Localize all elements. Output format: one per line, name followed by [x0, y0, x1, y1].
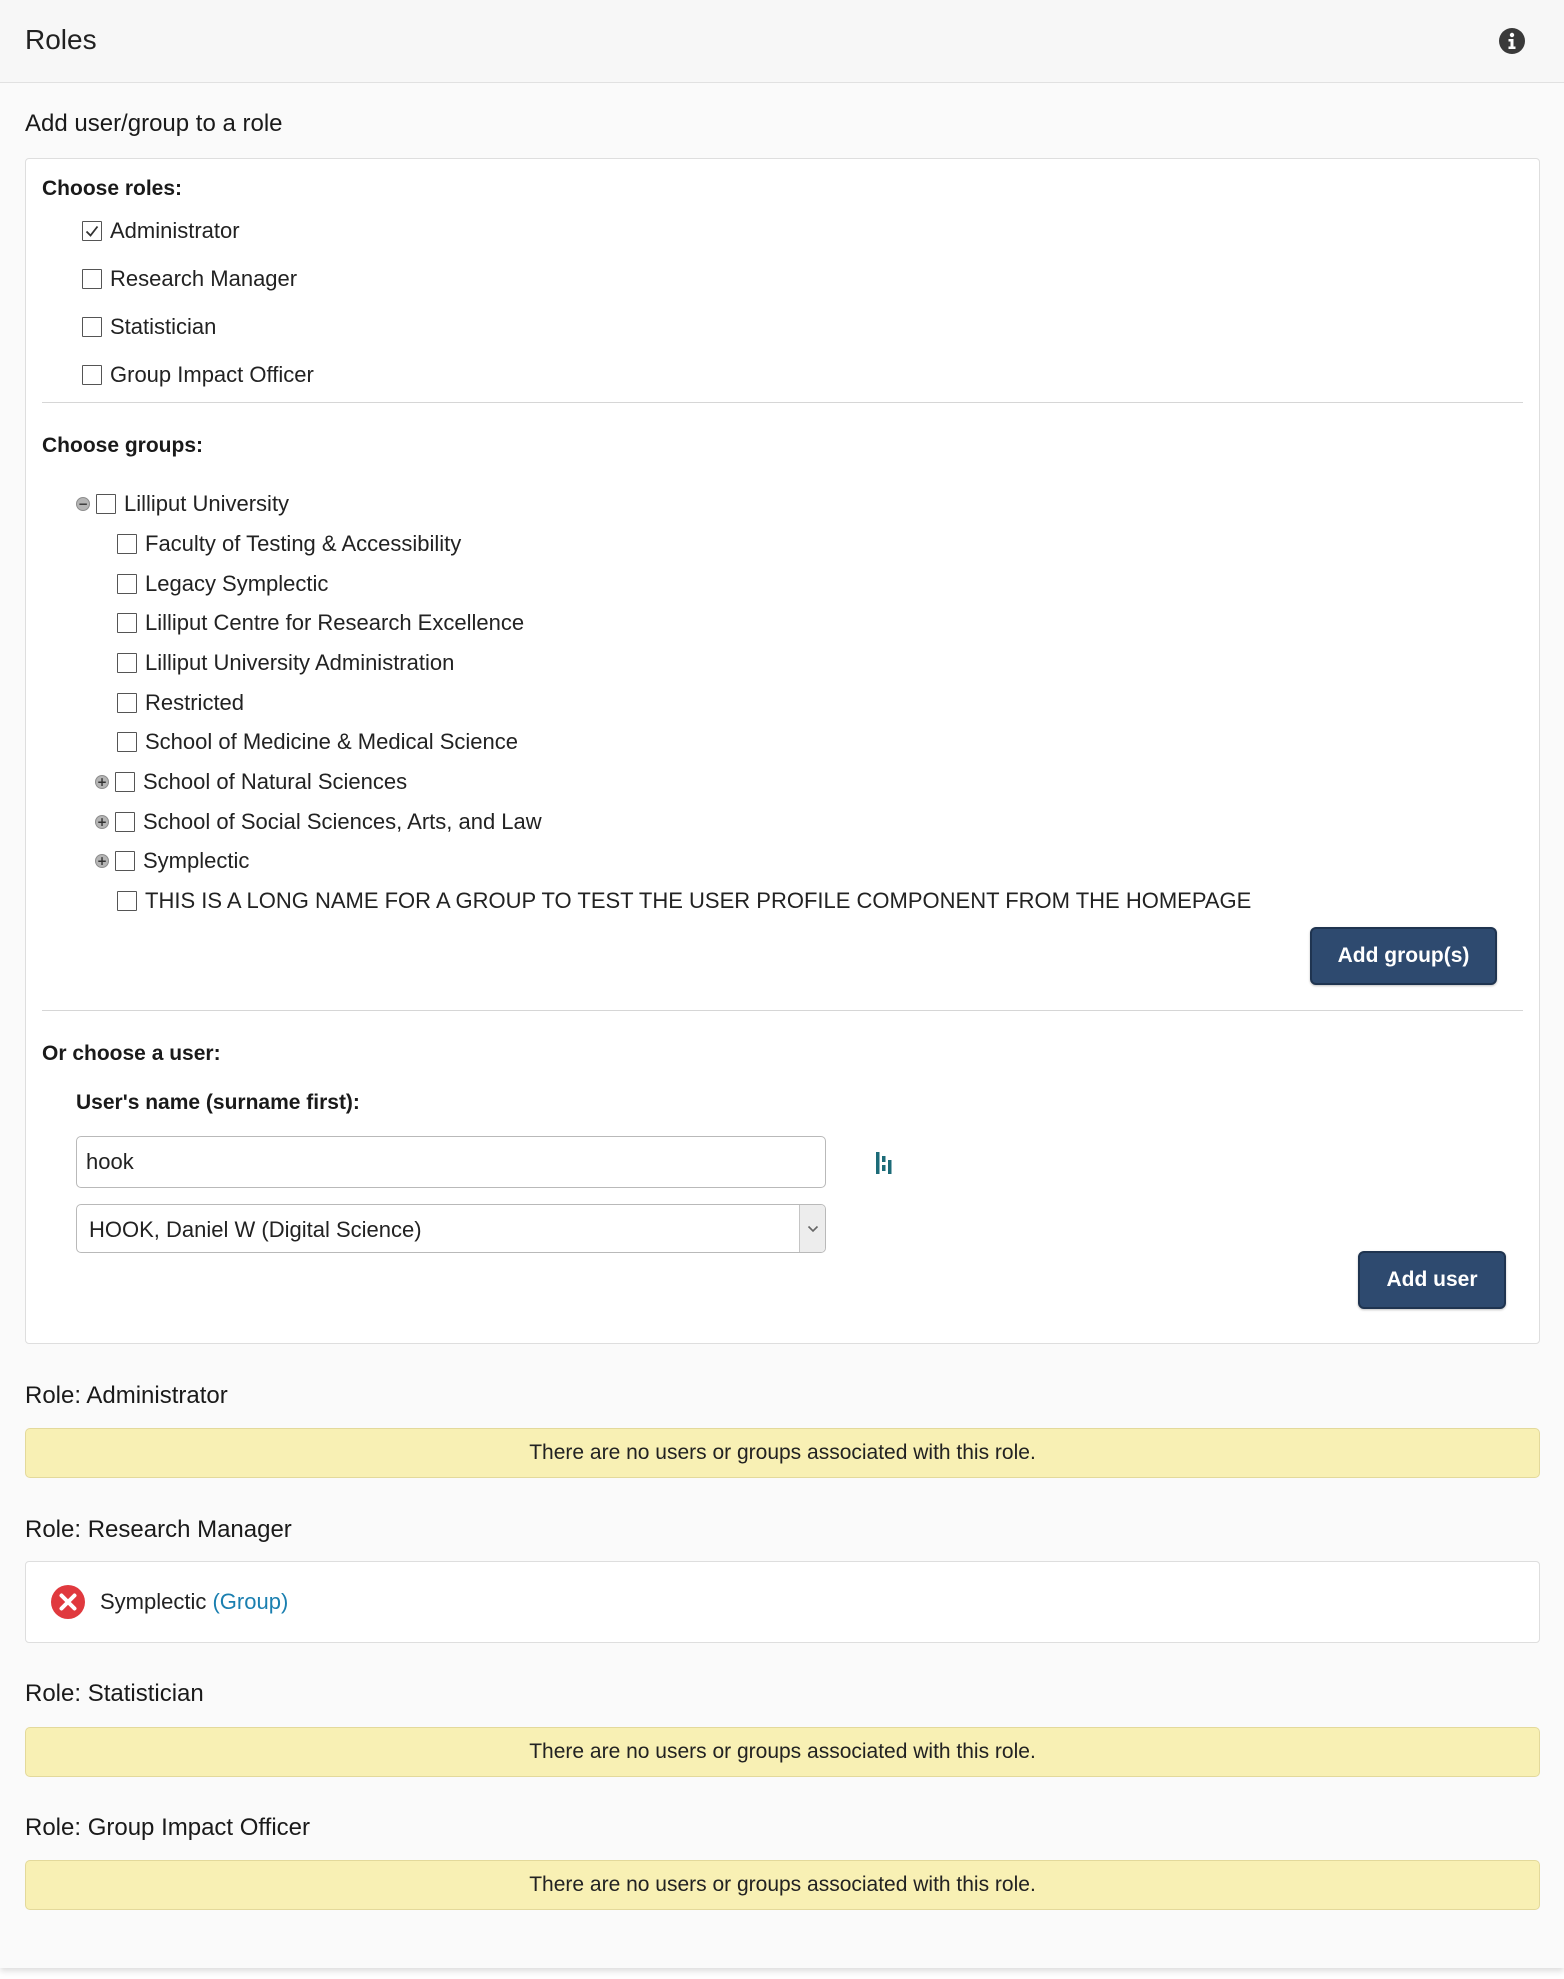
group-label: Restricted: [145, 690, 245, 715]
collapse-icon[interactable]: −: [77, 497, 89, 511]
empty-role-notice: There are no users or groups associated with this role.: [25, 1860, 1540, 1910]
user-name-label: User's name (surname first):: [76, 1091, 360, 1114]
role-checkbox-administrator[interactable]: [82, 221, 102, 241]
group-checkbox[interactable]: [117, 653, 137, 673]
add-groups-button[interactable]: Add group(s): [1310, 927, 1497, 985]
group-checkbox[interactable]: [117, 613, 137, 633]
group-checkbox[interactable]: [115, 812, 135, 832]
role-option-statistician[interactable]: [82, 313, 216, 341]
role-label: Group Impact Officer: [110, 362, 314, 387]
choose-groups-label: Choose groups:: [42, 434, 203, 457]
role-option-group-impact-officer[interactable]: [82, 361, 314, 389]
group-checkbox[interactable]: [117, 574, 137, 594]
role-title-statistician: Role: Statistician: [25, 1680, 204, 1707]
group-checkbox[interactable]: [117, 534, 137, 554]
group-option[interactable]: [117, 689, 244, 717]
group-checkbox[interactable]: [115, 851, 135, 871]
dimensions-icon[interactable]: [874, 1149, 896, 1177]
role-members-list: [25, 1561, 1540, 1643]
user-name-input-wrapper: [76, 1136, 826, 1188]
role-title-research-manager: Role: Research Manager: [25, 1516, 292, 1543]
page-title: Roles: [25, 24, 97, 55]
role-option-research-manager[interactable]: [82, 265, 297, 293]
empty-role-notice: There are no users or groups associated with this role.: [25, 1727, 1540, 1777]
group-label: Lilliput University Administration: [145, 650, 455, 675]
group-option[interactable]: [117, 887, 1251, 915]
check-icon: [84, 223, 100, 239]
role-checkbox-statistician[interactable]: [82, 317, 102, 337]
role-member-entry: [100, 1589, 288, 1615]
role-member-name: Symplectic: [100, 1589, 207, 1614]
group-tree-root[interactable]: [76, 490, 289, 518]
group-option[interactable]: [117, 649, 454, 677]
group-option[interactable]: [117, 530, 461, 558]
chevron-down-icon[interactable]: [799, 1205, 825, 1252]
group-label: Faculty of Testing & Accessibility: [145, 531, 462, 556]
role-label: Administrator: [110, 218, 240, 243]
group-option-expandable[interactable]: [95, 808, 542, 836]
group-option[interactable]: [117, 609, 524, 637]
group-option-expandable[interactable]: [95, 847, 249, 875]
user-select-value: HOOK, Daniel W (Digital Science): [89, 1217, 422, 1242]
group-label: Legacy Symplectic: [145, 571, 329, 596]
group-option[interactable]: [117, 570, 328, 598]
group-checkbox[interactable]: [117, 693, 137, 713]
expand-icon[interactable]: +: [96, 775, 108, 789]
group-checkbox[interactable]: [115, 772, 135, 792]
group-label: Lilliput Centre for Research Excellence: [145, 610, 525, 635]
info-circle-icon[interactable]: [1498, 27, 1526, 55]
group-checkbox[interactable]: [117, 891, 137, 911]
user-name-input[interactable]: [86, 1147, 766, 1177]
role-label: Research Manager: [110, 266, 298, 291]
group-label: Symplectic: [143, 848, 250, 873]
empty-role-notice: There are no users or groups associated with this role.: [25, 1428, 1540, 1478]
role-member-type-link[interactable]: (Group): [212, 1589, 289, 1614]
choose-user-label: Or choose a user:: [42, 1042, 221, 1065]
divider: [42, 1010, 1523, 1011]
expand-icon[interactable]: +: [96, 815, 108, 829]
add-user-button[interactable]: Add user: [1358, 1251, 1506, 1309]
group-label: School of Medicine & Medical Science: [145, 729, 518, 754]
panel-header: [0, 0, 1564, 83]
choose-roles-label: Choose roles:: [42, 177, 183, 200]
group-label: Lilliput University: [124, 491, 290, 516]
role-checkbox-research-manager[interactable]: [82, 269, 102, 289]
user-select[interactable]: [76, 1204, 826, 1253]
group-checkbox-root[interactable]: [96, 494, 116, 514]
role-checkbox-group-impact-officer[interactable]: [82, 365, 102, 385]
role-title-administrator: Role: Administrator: [25, 1382, 228, 1409]
remove-icon[interactable]: [50, 1584, 86, 1620]
group-option-expandable[interactable]: [95, 768, 407, 796]
group-checkbox[interactable]: [117, 732, 137, 752]
role-option-administrator[interactable]: [82, 217, 240, 245]
role-title-group-impact-officer: Role: Group Impact Officer: [25, 1814, 310, 1841]
role-label: Statistician: [110, 314, 217, 339]
group-label: School of Natural Sciences: [143, 769, 408, 794]
divider: [42, 402, 1523, 403]
group-option[interactable]: [117, 728, 518, 756]
expand-icon[interactable]: +: [96, 854, 108, 868]
add-section-title: Add user/group to a role: [25, 110, 283, 137]
group-label: THIS IS A LONG NAME FOR A GROUP TO TEST THE USER PROFILE COMPONENT FROM THE HOMEPAGE: [145, 888, 1252, 913]
group-label: School of Social Sciences, Arts, and Law: [143, 809, 542, 834]
